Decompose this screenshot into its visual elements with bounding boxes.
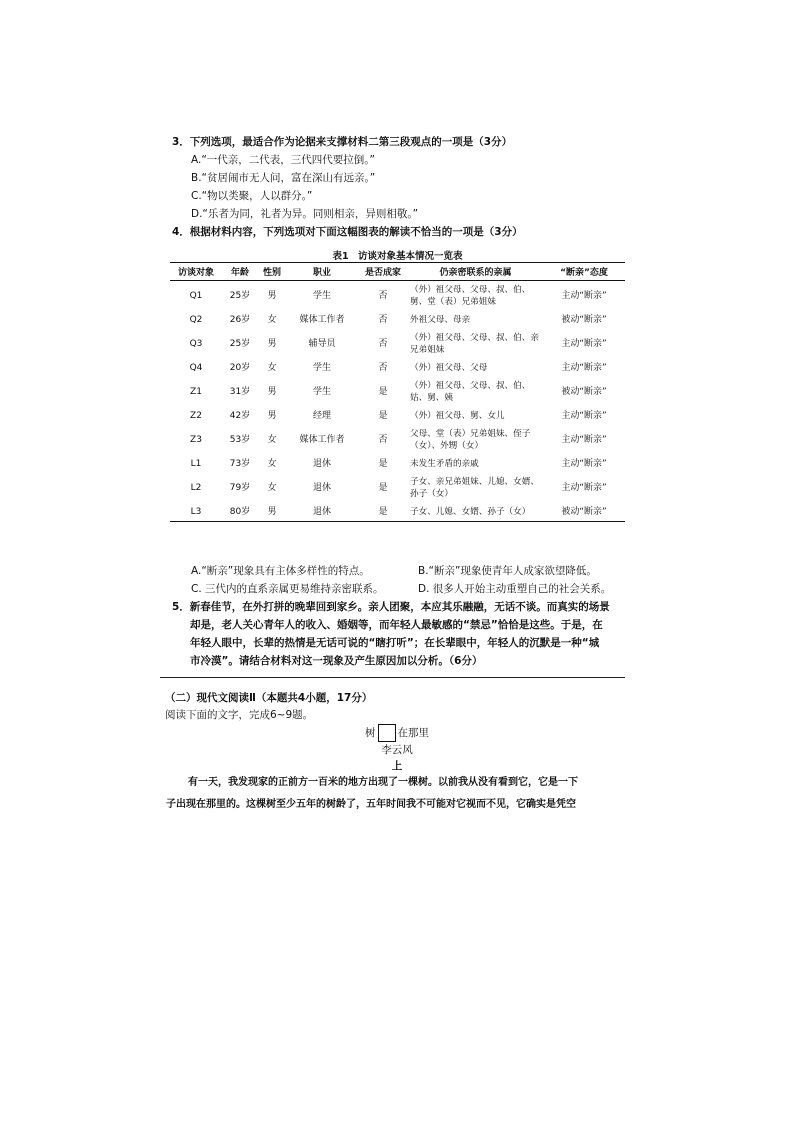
cell-subject: Q3 xyxy=(189,339,203,349)
section-2-heading: （二）现代文阅读Ⅱ（本题共4小题，17分） xyxy=(165,692,373,704)
section-divider xyxy=(160,677,625,678)
cell-married: 否 xyxy=(378,435,388,445)
cell-subject: Q4 xyxy=(189,363,203,373)
cell-attitude: 被动“断亲” xyxy=(561,315,607,325)
q4-option-a: A.“断亲”现象具有主体多样性的特点。 xyxy=(191,565,370,577)
cell-occupation: 媒体工作者 xyxy=(299,315,345,325)
cell-occupation: 退休 xyxy=(312,483,331,493)
cell-attitude: 主动“断亲” xyxy=(561,435,607,445)
table-header-row xyxy=(170,263,625,281)
table-row xyxy=(170,359,625,377)
cell-occupation: 辅导员 xyxy=(308,339,336,349)
cell-relatives: （外）祖父母、舅、女儿 xyxy=(410,411,505,421)
article-part: 上 xyxy=(391,760,403,772)
q4-option-d: D. 很多人开始主动重塑自己的社会关系。 xyxy=(418,583,612,595)
section-2-instruction: 阅读下面的文字，完成6~9题。 xyxy=(165,709,314,721)
cell-attitude: 主动“断亲” xyxy=(561,291,607,301)
question-5-line-1: 5．新春佳节，在外打拼的晚辈回到家乡。亲人团聚，本应其乐融融，无话不谈。而真实的场景 xyxy=(172,601,610,613)
cell-subject: Q1 xyxy=(189,291,203,301)
cell-attitude: 主动“断亲” xyxy=(561,339,607,349)
table-row xyxy=(170,503,625,522)
title-before: 树 xyxy=(365,727,376,739)
table-row xyxy=(170,425,625,455)
cell-age: 80岁 xyxy=(222,503,258,522)
cell-age: 25岁 xyxy=(229,339,251,349)
cell-married: 是 xyxy=(358,503,408,522)
cell-age: 31岁 xyxy=(229,387,251,397)
table-title: 表1 访谈对象基本情况一览表 xyxy=(332,251,463,262)
cell-relatives: 未发生矛盾的亲戚 xyxy=(410,459,479,469)
cell-married: 否 xyxy=(378,315,388,325)
cell-age: 42岁 xyxy=(229,411,251,421)
q3-option-a: A.“一代亲，二代表，三代四代要拉倒。” xyxy=(191,154,375,166)
cell-married: 是 xyxy=(378,459,388,469)
cell-subject: L1 xyxy=(190,459,202,469)
cell-gender: 男 xyxy=(258,503,286,522)
cell-subject: Z1 xyxy=(190,387,202,397)
table-row xyxy=(170,455,625,473)
cell-attitude: 主动“断亲” xyxy=(561,411,607,421)
cell-gender: 男 xyxy=(267,339,277,349)
cell-age: 25岁 xyxy=(229,291,251,301)
q4-option-b: B.“断亲”现象使青年人成家欲望降低。 xyxy=(418,565,597,577)
cell-gender: 女 xyxy=(267,459,277,469)
header-attitude: “断亲”态度 xyxy=(543,263,625,281)
cell-gender: 男 xyxy=(267,387,277,397)
title-after: 在那里 xyxy=(397,727,429,739)
title-blank-box xyxy=(378,724,396,742)
cell-gender: 男 xyxy=(267,411,277,421)
interview-table xyxy=(170,262,625,522)
header-married: 是否成家 xyxy=(358,263,408,281)
question-4-stem: 4．根据材料内容，下列选项对下面这幅图表的解读不恰当的一项是（3分） xyxy=(172,226,523,238)
cell-subject: Z2 xyxy=(190,411,202,421)
cell-relatives: （外）祖父母、父母 xyxy=(410,363,488,373)
cell-relatives: 外祖父母、母亲 xyxy=(410,315,471,325)
cell-subject: L3 xyxy=(170,503,222,522)
cell-occupation: 经理 xyxy=(312,411,331,421)
cell-attitude: 主动“断亲” xyxy=(561,363,607,373)
cell-occupation: 学生 xyxy=(312,363,331,373)
cell-relatives: 子女、亲兄弟姐妹、儿媳、女婿、孙子（女） xyxy=(410,477,539,499)
table-row xyxy=(170,473,625,503)
question-5-line-2: 却是，老人关心青年人的收入、婚姻等，而年轻人最敏感的“禁忌”恰恰是这些。于是，在 xyxy=(190,619,603,631)
table-row xyxy=(170,311,625,329)
q3-option-d: D.“乐者为同，礼者为异。同则相亲，异则相敬。” xyxy=(191,208,419,220)
cell-attitude: 被动“断亲” xyxy=(561,387,607,397)
cell-occupation: 退休 xyxy=(286,503,358,522)
cell-age: 73岁 xyxy=(229,459,251,469)
cell-married: 是 xyxy=(378,483,388,493)
question-5-line-4: 市冷漠”。请结合材料对这一现象及产生原因加以分析。（6分） xyxy=(190,655,483,667)
cell-attitude: 主动“断亲” xyxy=(561,459,607,469)
cell-age: 26岁 xyxy=(229,315,251,325)
cell-gender: 女 xyxy=(267,483,277,493)
question-5-line-3: 年轻人眼中，长辈的热情是无话可说的“瞎打听”；在长辈眼中，年轻人的沉默是一种“城 xyxy=(190,637,600,649)
cell-age: 20岁 xyxy=(229,363,251,373)
table-row xyxy=(170,407,625,425)
cell-gender: 女 xyxy=(267,315,277,325)
paragraph-line-2: 子出现在那里的。这棵树至少五年的树龄了，五年时间我不可能对它视而不见，它确实是凭空 xyxy=(166,799,576,810)
cell-occupation: 学生 xyxy=(312,291,331,301)
header-relatives: 仍亲密联系的亲属 xyxy=(408,263,543,281)
cell-relatives: （外）祖父母、父母、叔、伯、姑、舅、姨 xyxy=(410,381,531,403)
cell-married: 是 xyxy=(378,411,388,421)
article-title xyxy=(0,724,794,742)
q3-option-b: B.“贫居闹市无人问，富在深山有远亲。” xyxy=(191,172,376,184)
q4-option-c: C. 三代内的直系亲属更易维持亲密联系。 xyxy=(191,583,384,595)
table-row xyxy=(170,281,625,312)
cell-subject: L2 xyxy=(190,483,202,493)
cell-occupation: 媒体工作者 xyxy=(299,435,345,445)
cell-age: 53岁 xyxy=(229,435,251,445)
paragraph-line-1: 有一天，我发现家的正前方一百米的地方出现了一棵树。以前我从没有看到它，它是一下 xyxy=(188,777,578,788)
cell-married: 否 xyxy=(378,339,388,349)
table-row xyxy=(170,377,625,407)
cell-relatives: 父母、堂（表）兄弟姐妹、侄子（女）、外甥（女） xyxy=(410,429,531,451)
cell-subject: Z3 xyxy=(190,435,202,445)
cell-gender: 女 xyxy=(267,363,277,373)
cell-occupation: 退休 xyxy=(312,459,331,469)
cell-married: 是 xyxy=(378,387,388,397)
q3-option-c: C.“物以类聚，人以群分。” xyxy=(191,190,313,202)
header-occupation: 职业 xyxy=(286,263,358,281)
header-age: 年龄 xyxy=(222,263,258,281)
header-gender: 性别 xyxy=(258,263,286,281)
cell-age: 79岁 xyxy=(229,483,251,493)
cell-relatives: （外）祖父母、父母、叔、伯、舅、堂（表）兄弟姐妹 xyxy=(410,285,531,307)
article-author: 李云风 xyxy=(381,744,413,756)
cell-relatives: 子女、儿媳、女婿、孙子（女） xyxy=(408,503,543,522)
cell-attitude: 主动“断亲” xyxy=(561,483,607,493)
cell-occupation: 学生 xyxy=(312,387,331,397)
cell-subject: Q2 xyxy=(189,315,203,325)
cell-married: 否 xyxy=(378,291,388,301)
cell-married: 否 xyxy=(378,363,388,373)
header-subject: 访谈对象 xyxy=(170,263,222,281)
table-row xyxy=(170,329,625,359)
cell-attitude: 被动“断亲” xyxy=(543,503,625,522)
cell-gender: 男 xyxy=(267,291,277,301)
cell-relatives: （外）祖父母、父母、叔、伯、亲兄弟姐妹 xyxy=(410,333,539,355)
cell-gender: 女 xyxy=(267,435,277,445)
article-paragraph xyxy=(168,772,628,816)
question-3-stem: 3．下列选项，最适合作为论据来支撑材料二第三段观点的一项是（3分） xyxy=(172,136,513,148)
